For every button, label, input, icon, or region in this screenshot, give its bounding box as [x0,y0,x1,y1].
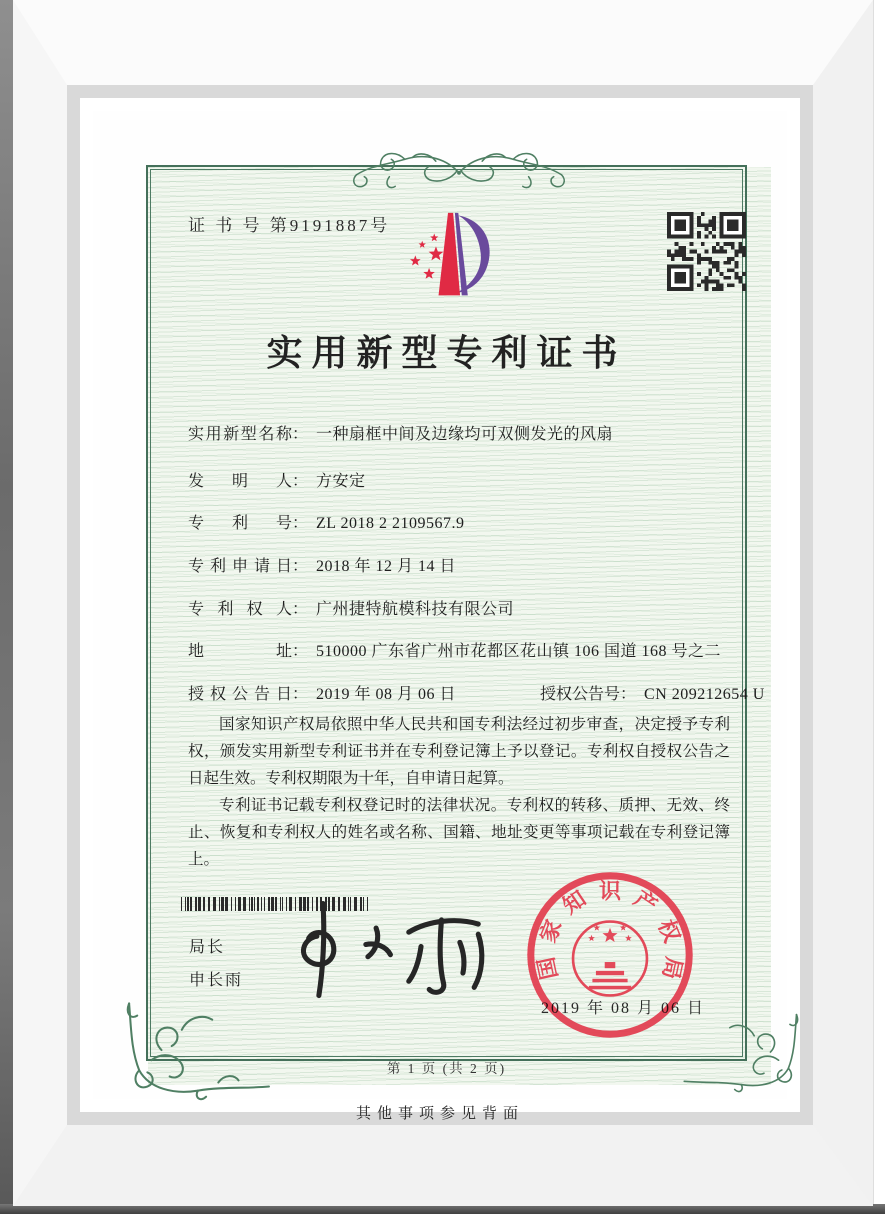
certificate-number: 证 书 号 第9191887号 [188,216,391,235]
field-label: 授权公告号 [540,686,621,703]
field-value: 2019 年 08 月 06 日 [316,686,457,703]
logo-stars [410,233,443,278]
legal-paragraph-1: 国家知识产权局依照中华人民共和国专利法经过初步审查，决定授予专利权，颁发实用新型专利证书并在专利登记簿上予以登记。专利权自授权公告之日起生效。专利权期限为十年，自申请日起算。 [188,716,730,787]
field-label: 地址 [188,643,292,660]
field-label: 专利号 [188,515,292,532]
seal-emblem [573,922,647,996]
director-signature [278,893,513,1001]
svg-text:识: 识 [598,878,622,904]
mat-inner-shadow [67,85,813,1125]
field-label: 实用新型名称 [188,426,292,443]
signer-block [189,931,243,997]
field-label: 专利申请日 [188,558,292,575]
cnipa-logo [405,207,491,309]
certificate-paper [93,111,787,1122]
field-value: 方安定 [316,473,366,490]
field-label: 授权公告日 [188,686,292,703]
field-label: 发明人 [188,473,292,490]
legal-text [188,711,730,873]
field-address: 地址： 510000 广东省广州市花都区花山镇 106 国道 168 号之二 [188,638,748,661]
signer-name: 申长雨 [189,972,244,989]
top-border-ornament [343,136,575,198]
signer-title: 局长 [189,939,226,956]
back-side-note: 其他事项参见背面 [355,1106,524,1122]
field-grant-date: 授权公告日： 2019 年 08 月 06 日 授权公告号： CN 209212654 U [188,681,748,704]
field-value: 510000 广东省广州市花都区花山镇 106 国道 168 号之二 [316,643,722,660]
svg-text:家: 家 [535,916,567,946]
bottom-left-ornament [121,989,273,1101]
svg-text:产: 产 [629,885,662,919]
certificate-title: 实用新型专利证书 [266,333,627,373]
svg-text:权: 权 [653,916,685,946]
page-number: 第 1 页 (共 2 页) [386,1061,507,1076]
field-inventor: 发明人： 方安定 [188,468,748,491]
frame-left-edge [0,0,13,1214]
grant-date-stamp: 2019 年 08 月 06 日 [541,1000,706,1017]
field-value: 广州捷特航模科技有限公司 [316,601,515,618]
field-filing-date: 专利申请日： 2018 年 12 月 14 日 [188,553,748,576]
field-patentee: 专利权人： 广州捷特航模科技有限公司 [188,596,748,619]
field-grant-number: 授权公告号： CN 209212654 U [540,686,765,703]
field-utility-model-name: 实用新型名称： 一种扇框中间及边缘均可双侧发光的风扇 [188,421,748,444]
svg-text:局: 局 [657,954,687,982]
qr-code [667,212,746,291]
legal-paragraph-2: 专利证书记载专利权登记时的法律状况。专利权的转移、质押、无效、终止、恢复和专利权人的姓名或名称、国籍、地址变更等事项记载在专利登记簿上。 [188,797,730,868]
field-patent-number: 专利号： ZL 2018 2 2109567.9 [188,510,748,533]
field-value: CN 209212654 U [644,686,765,703]
field-value: 2018 年 12 月 14 日 [316,558,457,575]
field-value: ZL 2018 2 2109567.9 [316,515,465,532]
field-label: 专利权人 [188,601,292,618]
picture-frame [13,0,873,1206]
field-value: 一种扇框中间及边缘均可双侧发光的风扇 [316,426,614,443]
svg-text:知: 知 [558,885,591,919]
svg-text:国: 国 [533,954,563,982]
